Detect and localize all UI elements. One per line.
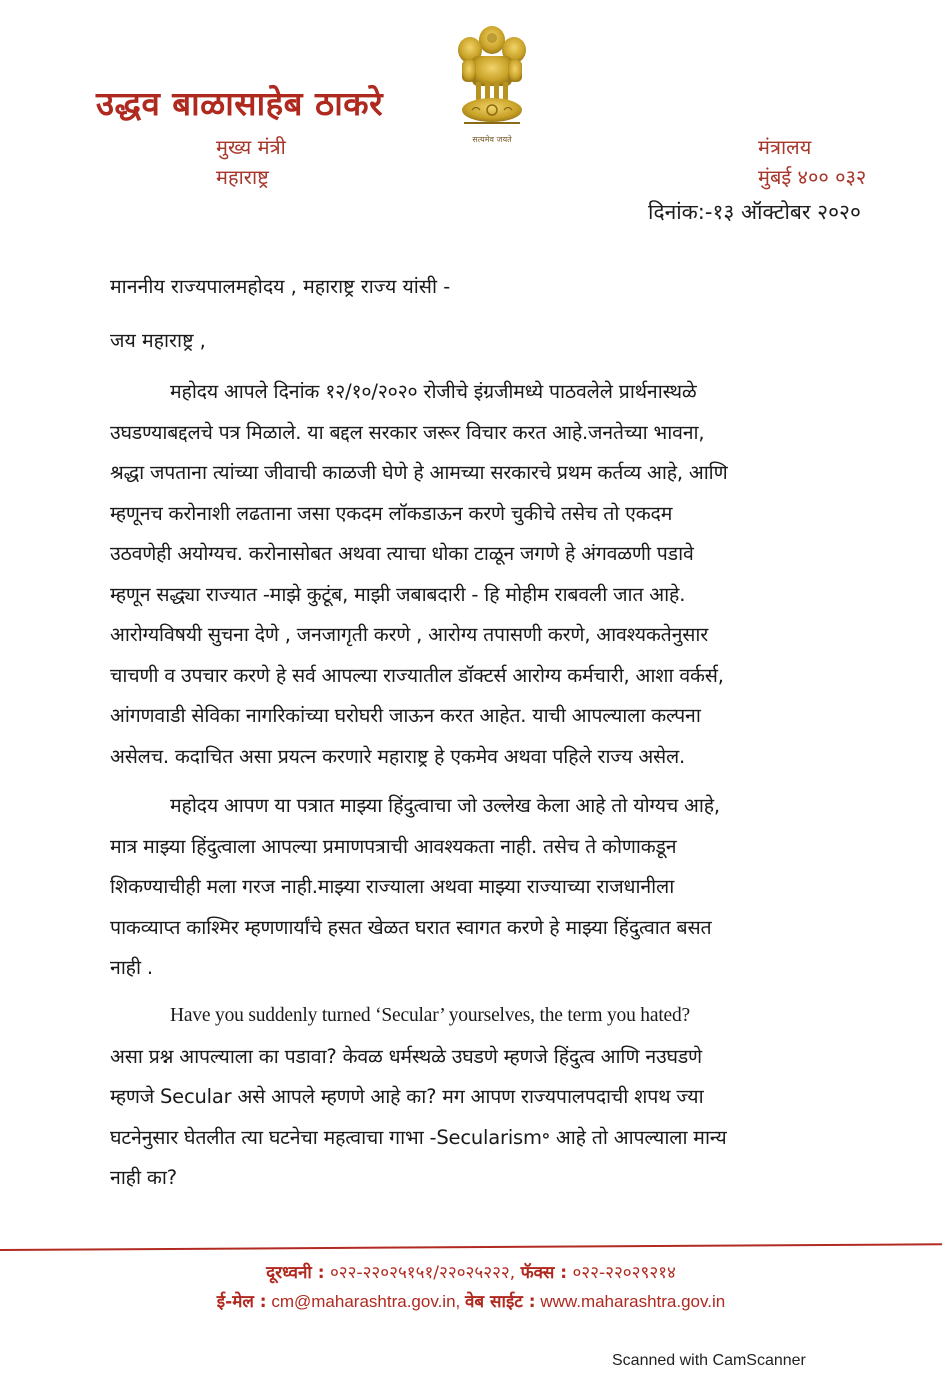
phone-number: ०२२-२२०२५१५१/२२०२५२२२, [329,1263,516,1283]
paragraph-line: आंगणवाडी सेविका नागरिकांच्या घरोघरी जाऊन करत आहेत. याची आपल्याला कल्पना [110,704,701,727]
email-address: cm@maharashtra.gov.in, [271,1292,461,1311]
paragraph-line: म्हणूनच करोनाशी लढताना जसा एकदम लॉकडाऊन करणे चुकीचे तसेच तो एकदम [110,501,673,525]
paragraph-2 [110,786,920,989]
paragraph-line: महोदय आपण या पत्रात माझ्या हिंदुत्वाचा जो उल्लेख केला आहे तो योग्यच आहे, [170,794,720,817]
letter-date: दिनांक:-१३ ऑक्टोबर २०२० [648,200,861,224]
paragraph-line: घटनेनुसार घेतलीत त्या घटनेचा महत्वाचा गाभा -Secularism॰ आहे तो आपल्याला मान्य [110,1125,727,1149]
paragraph-line: शिकण्याचीही मला गरज नाही.माझ्या राज्याला अथवा माझ्या राज्याच्या राजधानीला [110,875,675,898]
paragraph-line: म्हणून सद्ध्या राज्यात -माझे कुटूंब, माझी जबाबदारी - हि मोहीम राबवली जात आहे. [110,582,686,606]
addressee: माननीय राज्यपालमहोदय , महाराष्ट्र राज्य यांसी - [110,275,451,298]
office-address [758,132,866,192]
lion-capital-emblem-icon [452,20,532,132]
paragraph-3 [110,996,920,1199]
paragraph-line: असा प्रश्न आपल्याला का पडावा? केवळ धर्मस्थळे उघडणे म्हणजे हिंदुत्व आणि नउघडणे [110,1044,702,1068]
paragraph-line: नाही का? [110,1166,177,1189]
paragraph-line: उघडण्याबद्दलचे पत्र मिळाले. या बद्दल सरकार जरूर विचार करत आहे.जनतेच्या भावना, [110,420,705,444]
paragraph-line: आरोग्यविषयी सुचना देणे , जनजागृती करणे , आरोग्य तपासणी करणे, आवश्यकतेनुसार [110,623,709,646]
office-city-pincode: मुंबई ४०० ०३२ [758,165,867,189]
paragraph-line: चाचणी व उपचार करणे हे सर्व आपल्या राज्यातील डॉक्टर्स आरोग्य कर्मचारी, आशा वर्कर्स, [110,663,724,687]
fax-label: फॅक्स : [520,1263,568,1283]
paragraph-line: महोदय आपले दिनांक १२/१०/२०२० रोजीचे इंग्रजीमध्ये पाठवलेले प्रार्थनास्थळे [170,380,697,403]
email-label: ई-मेल : [216,1292,267,1312]
paragraph-line: मात्र माझ्या हिंदुत्वाला आपल्या प्रमाणपत्राची आवश्यकता नाही. तसेच ते कोणाकडून [110,834,677,858]
paragraph-line: श्रद्धा जपताना त्यांच्या जीवाची काळजी घेणे हे आमच्या सरकारचे प्रथम कर्तव्य आहे, आणि [110,461,728,484]
footer-divider [0,1243,942,1251]
office-name: मंत्रालय [758,135,812,159]
emblem-motto: सत्यमेव जयते [472,135,512,144]
website-label: वेब साईट : [464,1292,536,1312]
greeting: जय महाराष्ट्र , [110,329,206,352]
paragraph-line: पाकव्याप्त काश्मिर म्हणणार्यांचे हसत खेळत घरात स्वागत करणे हे माझ्या हिंदुत्वात बसत [110,915,712,939]
paragraph-line-english: Have you suddenly turned ‘Secular’ yourselves, the term you hated? [170,1005,690,1026]
website-url: www.maharashtra.gov.in [540,1292,726,1311]
fax-number: ०२२-२२०२९२१४ [572,1263,676,1283]
footer-contact-web [0,1289,942,1312]
paragraph-1 [110,372,920,777]
paragraph-line: म्हणजे Secular असे आपले म्हणणे आहे का? मग आपण राज्यपालपदाची शपथ ज्या [110,1085,704,1108]
paragraph-line: असेलच. कदाचित असा प्रयत्न करणारे महाराष्ट्र हे एकमेव अथवा पहिले राज्य असेल. [110,744,686,768]
state-emblem [452,20,532,150]
paragraph-line: उठवणेही अयोग्यच. करोनासोबत अथवा त्याचा धोका टाळून जगणे हे अंगवळणी पडावे [110,542,694,565]
phone-label: दूरध्वनी : [266,1263,325,1283]
designation-title: मुख्य मंत्री [216,135,286,159]
paragraph-line: नाही . [110,956,153,979]
scanner-watermark: Scanned with CamScanner [612,1352,806,1369]
footer-contact-phone [0,1260,942,1283]
sender-designation [216,132,286,192]
sender-name: उद्धव बाळासाहेब ठाकरे [96,84,384,123]
designation-state: महाराष्ट्र [216,165,269,189]
